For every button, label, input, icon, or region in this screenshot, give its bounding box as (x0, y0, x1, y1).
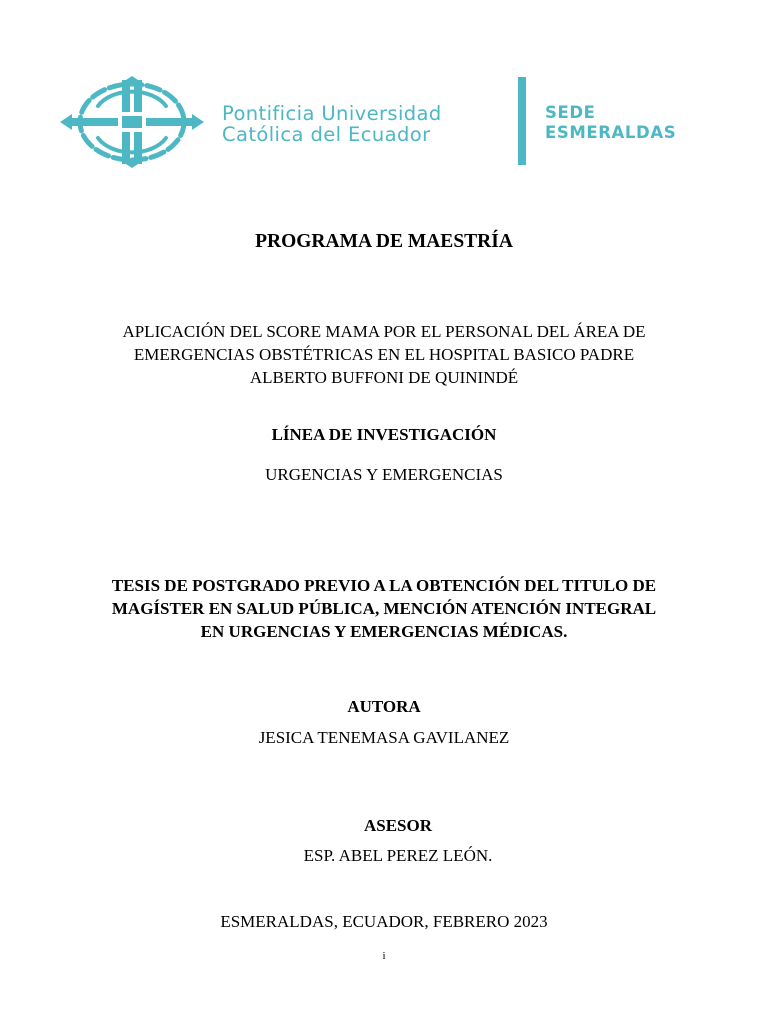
advisor-heading: ASESOR (363, 816, 433, 835)
degree-statement (0, 574, 768, 643)
author-name: JESICA TENEMASA GAVILANEZ (258, 728, 510, 747)
degree-statement-line: TESIS DE POSTGRADO PREVIO A LA OBTENCIÓN DEL TITULO DE (111, 576, 657, 595)
university-name-line-2: Católica del Ecuador (222, 123, 431, 146)
university-name-line-1: Pontificia Universidad (222, 102, 442, 125)
university-name (222, 103, 442, 145)
thesis-title-line: APLICACIÓN DEL SCORE MAMA POR EL PERSONAL DEL ÁREA DE (122, 322, 646, 341)
page-number: i (382, 950, 386, 962)
program-title: PROGRAMA DE MAESTRÍA (255, 231, 513, 252)
advisor-name: ESP. ABEL PEREZ LEÓN. (303, 846, 493, 865)
research-line-value: URGENCIAS Y EMERGENCIAS (265, 465, 503, 484)
puce-emblem-icon (58, 76, 206, 168)
author-heading: AUTORA (347, 697, 421, 716)
degree-statement-line: EN URGENCIAS Y EMERGENCIAS MÉDICAS. (200, 622, 568, 641)
research-line-heading: LÍNEA DE INVESTIGACIÓN (271, 425, 497, 444)
thesis-title-line: ALBERTO BUFFONI DE QUININDÉ (249, 368, 519, 387)
thesis-title (0, 320, 768, 389)
campus-name (545, 103, 676, 143)
place-and-date: ESMERALDAS, ECUADOR, FEBRERO 2023 (220, 912, 548, 931)
campus-name-line-1: SEDE (545, 103, 596, 122)
degree-statement-line: MAGÍSTER EN SALUD PÚBLICA, MENCIÓN ATENCIÓN INTEGRAL (111, 599, 657, 618)
logo-divider (518, 77, 526, 165)
campus-name-line-2: ESMERALDAS (545, 123, 677, 142)
thesis-title-line: EMERGENCIAS OBSTÉTRICAS EN EL HOSPITAL BASICO PADRE (133, 345, 635, 364)
